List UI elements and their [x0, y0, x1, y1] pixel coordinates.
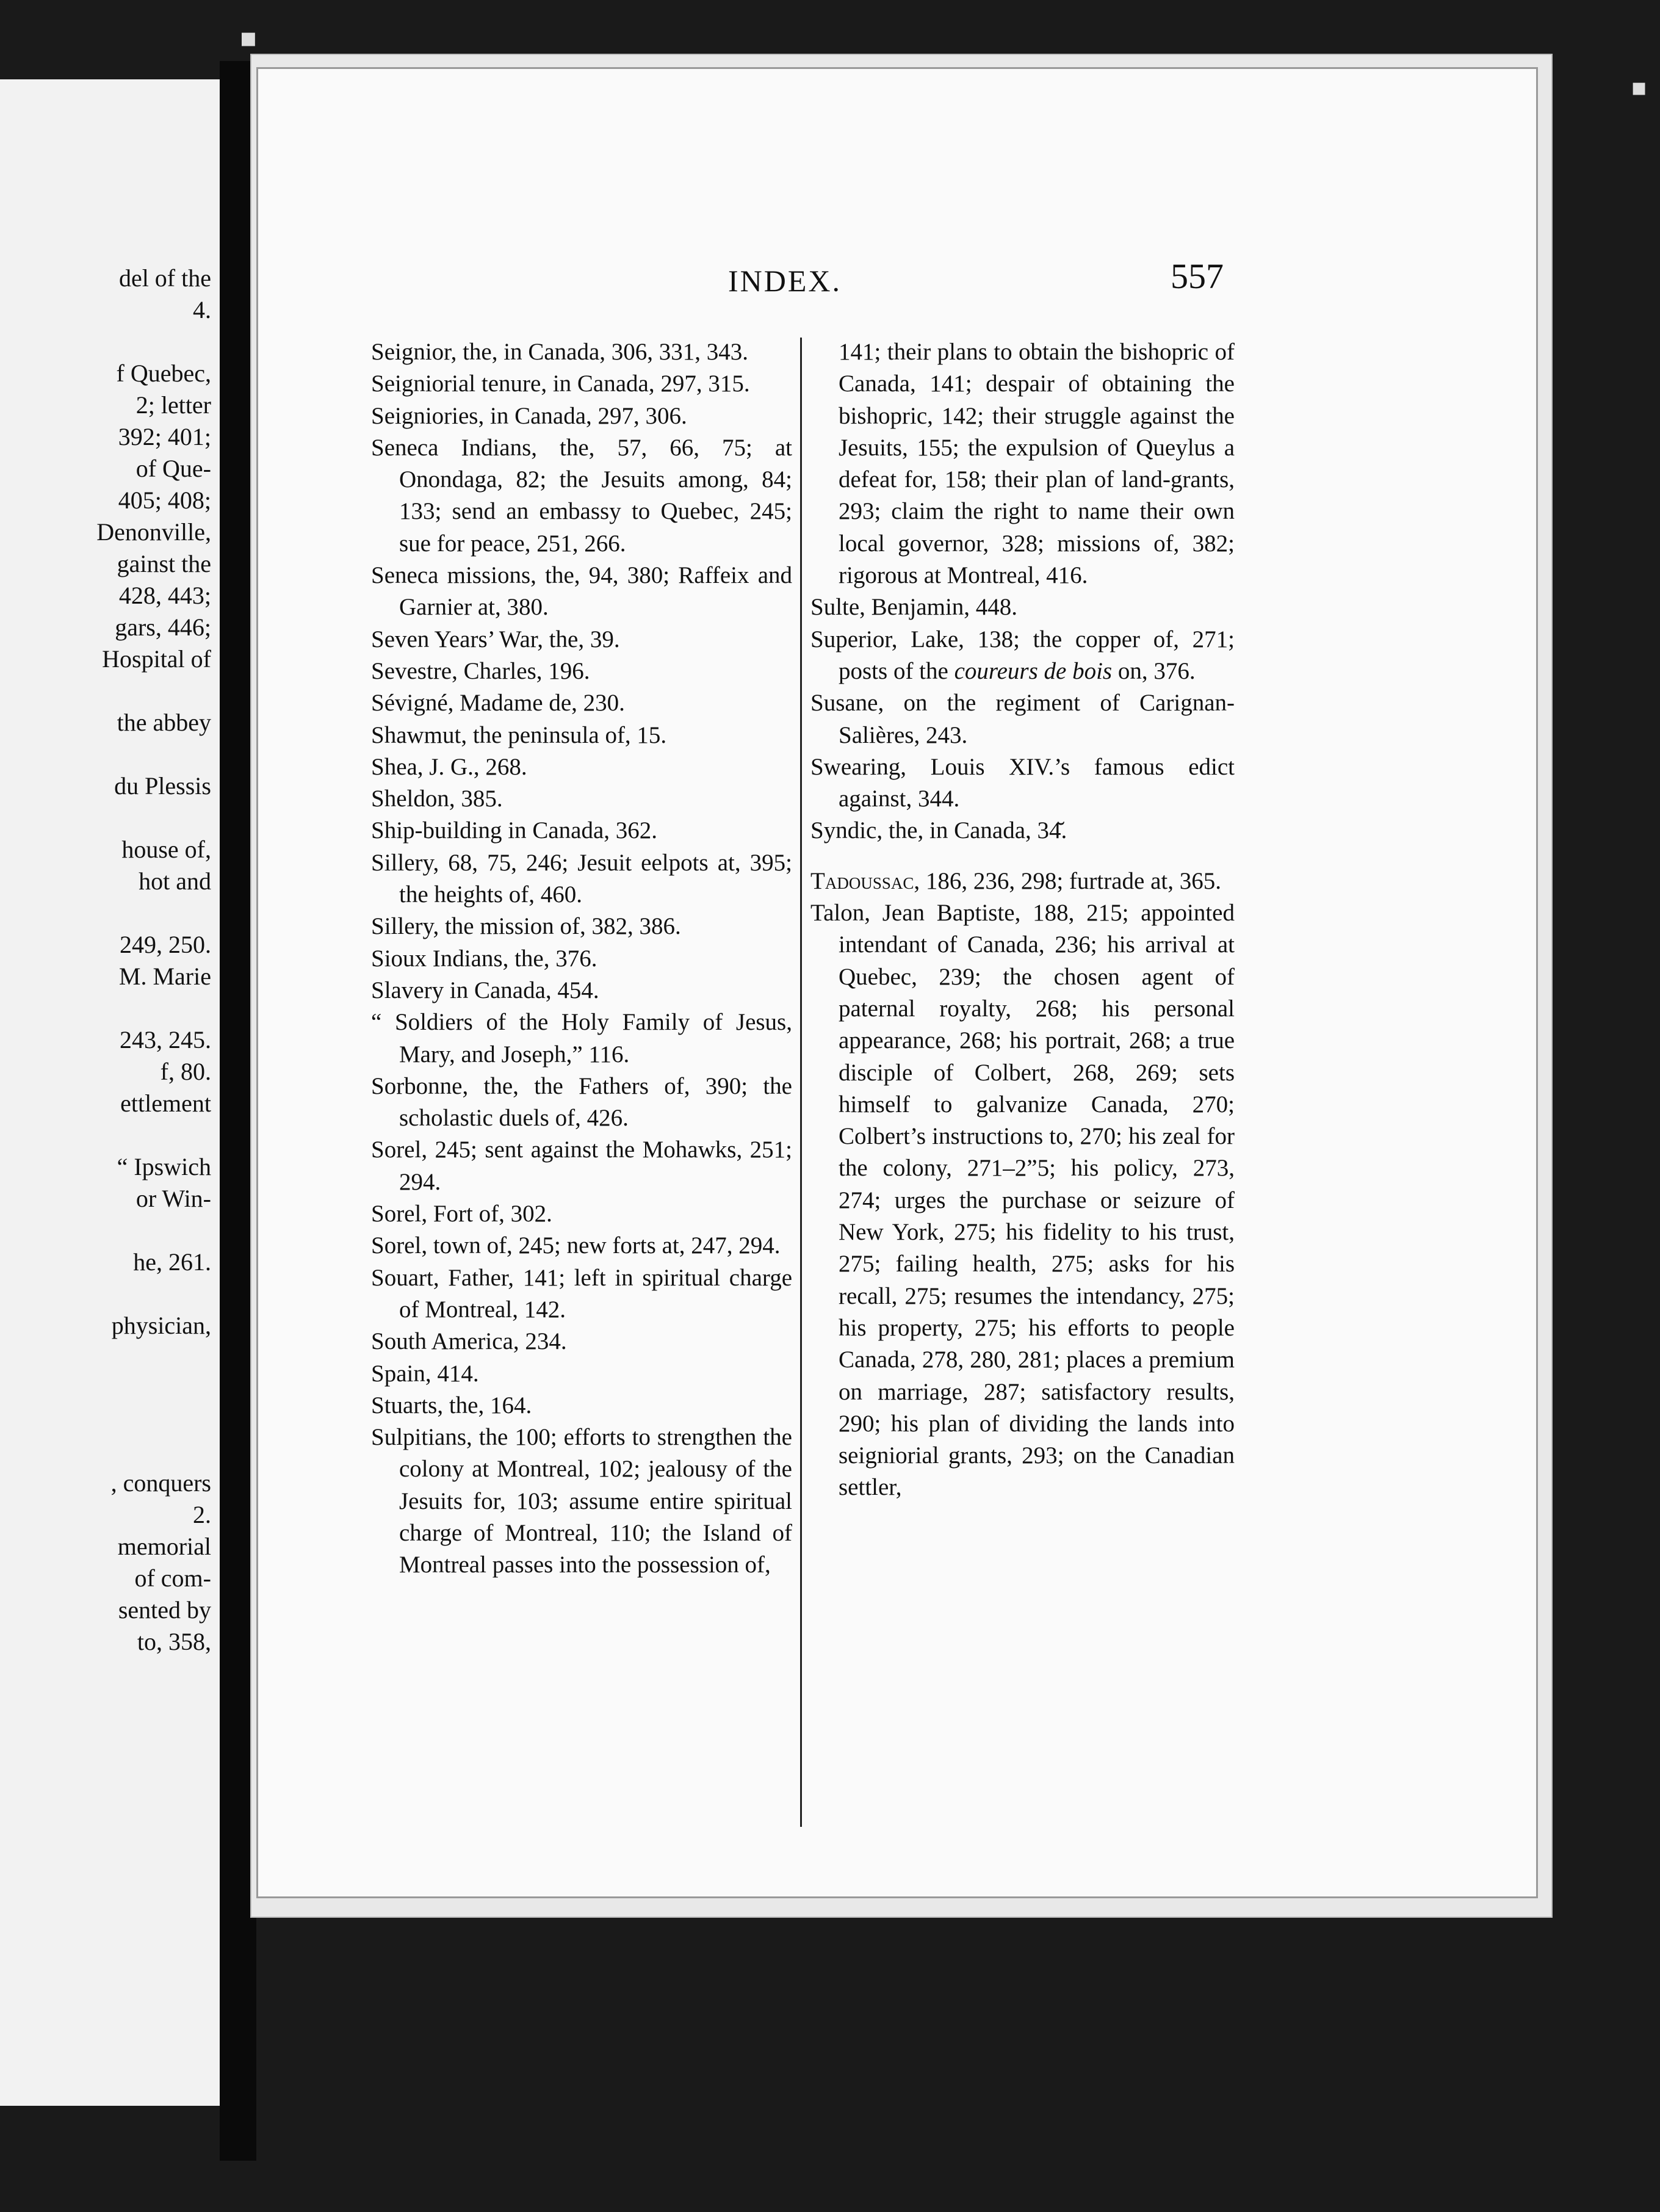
facing-page-fragment: he, 261. [133, 1248, 211, 1276]
index-entry [810, 624, 1235, 688]
facing-page-fragment: 249, 250. [120, 931, 211, 958]
entry-text: Sévigné, Madame de, 230. [371, 690, 625, 717]
index-entry [810, 336, 1235, 591]
entry-text: Shea, J. G., 268. [371, 753, 527, 780]
index-entry [371, 751, 792, 783]
facing-page-fragment: 4. [193, 296, 211, 323]
entry-text: Sorel, 245; sent against the Mohawks, 251; 294. [371, 1137, 792, 1195]
facing-page-fragment: sented by [118, 1596, 211, 1624]
entry-text: Ship-building in Canada, 362. [371, 817, 658, 844]
entry-text-after: on, 376. [1112, 657, 1196, 684]
entry-text: Seignior, the, in Canada, 306, 331, 343. [371, 339, 749, 365]
index-entry [371, 1071, 792, 1135]
index-entry [371, 720, 792, 751]
entry-text: Susane, on the regiment of Carignan-Salières, 243. [810, 690, 1235, 748]
index-entry [371, 560, 792, 624]
running-head: INDEX. [728, 264, 842, 298]
index-column-left [371, 336, 792, 1581]
facing-page-fragment: M. Marie [118, 963, 211, 990]
facing-page-fragment: gainst the [117, 550, 211, 577]
entry-text: Sillery, 68, 75, 246; Jesuit eelpots at, 395; the heights of, 460. [371, 849, 792, 908]
entry-text: Sulpitians, the 100; efforts to strengthen the colony at Montreal, 102; jealousy of the Jesuits for, 103; assume entire spiritual charge of Montreal, 110; the Island of Montreal passes into the possession of, [371, 1424, 792, 1578]
entry-text: Sevestre, Charles, 196. [371, 657, 590, 684]
index-entry [810, 815, 1235, 847]
facing-page-fragment: house of, [121, 836, 211, 863]
entry-text: Seneca Indians, the, 57, 66, 75; at Onondaga, 82; the Jesuits among, 84; 133; send an embassy to Quebec, 245; sue for peace, 251, 266. [371, 434, 792, 557]
entry-text: Seven Years’ War, the, 39. [371, 626, 620, 652]
facing-page-fragment: Denonville, [96, 518, 211, 546]
index-entry [371, 624, 792, 656]
entry-italic: coureurs de bois [954, 657, 1113, 684]
facing-page-fragment: 2. [193, 1501, 211, 1528]
index-entry [371, 432, 792, 560]
facing-page-fragment: f Quebec, [116, 360, 211, 387]
facing-page-fragment: ettlement [120, 1090, 211, 1117]
index-entry [371, 1358, 792, 1390]
facing-page-fragment: or Win- [135, 1185, 211, 1212]
entry-text: Syndic, the, in Canada, 34̆. [810, 817, 1067, 844]
entry-text: , 186, 236, 298; furtrade at, 365. [914, 867, 1222, 894]
index-entry [810, 897, 1235, 1504]
facing-page-fragment: , conquers [110, 1469, 211, 1497]
facing-page-fragment: hot and [139, 867, 211, 895]
entry-text: Seigniorial tenure, in Canada, 297, 315. [371, 370, 750, 397]
index-entry [371, 815, 792, 847]
facing-page-fragment: of com- [134, 1564, 211, 1592]
index-entry [371, 1230, 792, 1262]
index-entry [371, 336, 792, 368]
entry-text: Slavery in Canada, 454. [371, 977, 599, 1003]
entry-text: Souart, Father, 141; left in spiritual charge of Montreal, 142. [371, 1264, 792, 1323]
index-entry [371, 1422, 792, 1581]
facing-page-fragment: 392; 401; [118, 423, 211, 450]
facing-page-fragment: f, 80. [160, 1058, 211, 1085]
entry-text: Shawmut, the peninsula of, 15. [371, 721, 667, 748]
scan-mark-right: ▪ [1631, 73, 1648, 101]
section-gap [810, 847, 1235, 866]
facing-page-fragment: gars, 446; [115, 613, 211, 641]
index-entry [371, 911, 792, 942]
entry-text: South America, 234. [371, 1328, 567, 1355]
facing-page-fragment: Hospital of [102, 645, 211, 673]
facing-page-fragment: 243, 245. [120, 1026, 211, 1054]
entry-text: Seigniories, in Canada, 297, 306. [371, 402, 687, 429]
column-divider [800, 338, 802, 1827]
facing-page-fragment: to, 358, [137, 1628, 211, 1655]
entry-text: Superior, Lake, 138; the copper of, 271; posts of the [810, 626, 1235, 684]
facing-page-fragment: memorial [117, 1533, 211, 1560]
index-entry [371, 847, 792, 911]
facing-page-fragment: of Que- [135, 455, 211, 482]
index-entry [810, 687, 1235, 751]
entry-text: Swearing, Louis XIV.’s famous edict against, 344. [810, 753, 1235, 812]
facing-page-fragment: 428, 443; [118, 582, 211, 609]
entry-text: 141; their plans to obtain the bishopric of Canada, 141; despair of obtaining the bishopric, 142; their struggle against the Jesuits, 155; the expulsion of Queylus a defeat for, 158; their plan of land-grants, 293; claim the right to name their own local governor, 328; missions of, 382; rigorous at Montreal, 416. [839, 339, 1235, 589]
index-column-right [810, 336, 1235, 1504]
facing-page-fragment: physician, [111, 1312, 211, 1339]
facing-page-fragment: “ Ipswich [117, 1153, 211, 1180]
entry-text: Stuarts, the, 164. [371, 1392, 532, 1419]
index-entry [371, 1262, 792, 1326]
facing-page-fragment: del of the [118, 264, 211, 292]
index-entry [371, 1007, 792, 1071]
entry-text: Sioux Indians, the, 376. [371, 945, 597, 972]
entry-text: Sulte, Benjamin, 448. [810, 594, 1018, 621]
entry-text: Sillery, the mission of, 382, 386. [371, 913, 681, 940]
facing-page-fragment: 405; 408; [118, 486, 211, 514]
entry-text: Sorel, town of, 245; new forts at, 247, 294. [371, 1232, 781, 1259]
entry-text: Spain, 414. [371, 1360, 479, 1387]
scan-mark: ▪ [239, 22, 258, 53]
facing-page-fragment: du Plessis [114, 772, 211, 800]
index-entry [371, 656, 792, 687]
entry-text: “ Soldiers of the Holy Family of Jesus, Mary, and Joseph,” 116. [371, 1009, 792, 1068]
index-entry [810, 591, 1235, 623]
index-entry [810, 751, 1235, 815]
index-entry [371, 1390, 792, 1422]
index-entry [371, 943, 792, 975]
entry-text: Sorel, Fort of, 302. [371, 1201, 552, 1227]
index-page [256, 67, 1538, 1898]
facing-page-fragment: the abbey [117, 709, 211, 736]
index-entry [371, 1326, 792, 1357]
index-entry [371, 368, 792, 400]
index-entry [371, 1134, 792, 1198]
facing-page-fragment: 2; letter [135, 391, 211, 419]
index-entry [810, 866, 1235, 897]
entry-text: Sheldon, 385. [371, 786, 503, 812]
entry-headword: Tadoussac [810, 867, 914, 894]
index-entry [371, 783, 792, 815]
entry-text: Talon, Jean Baptiste, 188, 215; appointed intendant of Canada, 236; his arrival at Quebec, 239; the chosen agent of paternal royalty, 268; his personal appearance, 268; his portrait, 268; a true disciple of Colbert, 268, 269; sets himself to galvanize Canada, 270; Colbert’s instructions to, 270; his zeal for the colony, 271–2”5; his policy, 273, 274; urges the purchase or seizure of New York, 275; his fidelity to his trust, 275; failing health, 275; asks for his recall, 275; resumes the intendancy, 275; his property, 275; his efforts to people Canada, 278, 280, 281; places a premium on marriage, 287; satisfactory results, 290; his plan of dividing the lands into seigniorial grants, 293; on the Canadian settler, [810, 900, 1235, 1501]
entry-text: Seneca missions, the, 94, 380; Raffeix and Garnier at, 380. [371, 562, 792, 621]
entry-text: Sorbonne, the, the Fathers of, 390; the scholastic duels of, 426. [371, 1072, 792, 1132]
index-entry [371, 975, 792, 1007]
page-number: 557 [1171, 256, 1224, 296]
index-entry [371, 400, 792, 432]
index-entry [371, 1198, 792, 1230]
index-entry [371, 687, 792, 719]
facing-page [0, 79, 220, 2106]
page-header [258, 256, 1536, 312]
